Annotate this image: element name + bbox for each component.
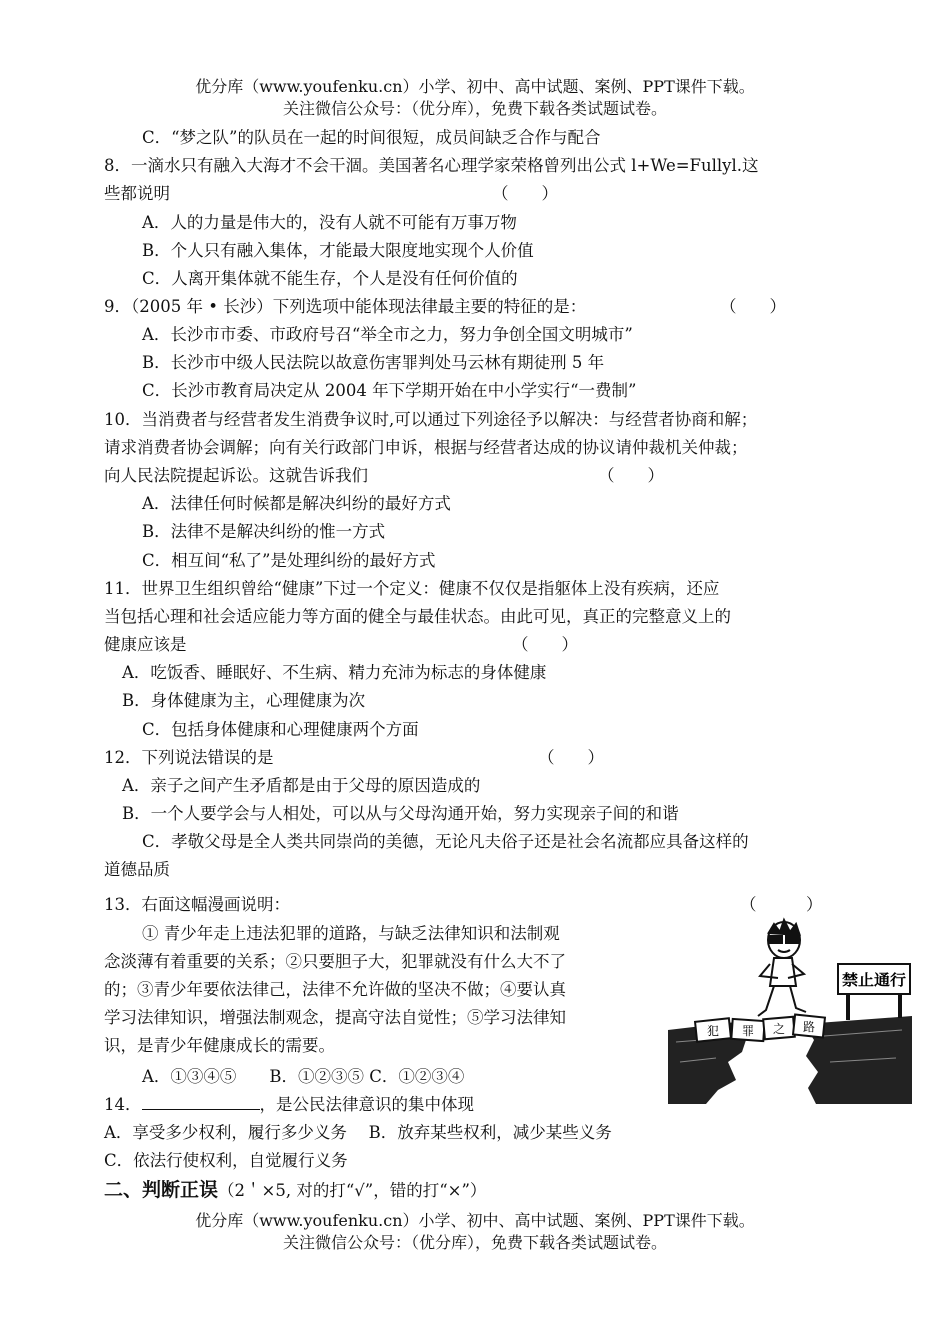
- bridge-char-4: 路: [802, 1020, 816, 1034]
- q10-option-a: A．法律任何时候都是解决纠纷的最好方式: [142, 494, 451, 513]
- q8-option-a: A．人的力量是伟大的，没有人就不可能有万事万物: [142, 213, 517, 232]
- q13-stem: 13．右面这幅漫画说明：: [104, 895, 290, 914]
- q12-answer-paren: （ ）: [538, 748, 604, 767]
- footer-line-1: 优分库（www.youfenku.cn）小学、初中、高中试题、案例、PPT课件下载。: [195, 1211, 755, 1230]
- q13-body-1: ① 青少年走上违法犯罪的道路，与缺乏法律知识和法制观: [142, 924, 560, 943]
- cartoon-figure: [758, 920, 806, 1016]
- section-2-heading: [104, 1178, 486, 1203]
- section-2-note: （2＇×5, 对的打“√”，错的打“×”）: [218, 1181, 487, 1200]
- bridge-char-1: 犯: [706, 1024, 720, 1038]
- section-2-title: 二、判断正误: [104, 1179, 219, 1201]
- q11-answer-paren: （ ）: [512, 635, 578, 654]
- q14-option-c: C．依法行使权利，自觉履行义务: [104, 1151, 348, 1170]
- q12-stem: 12．下列说法错误的是: [104, 748, 274, 767]
- q9-option-a: A．长沙市市委、市政府号召“举全市之力，努力争创全国文明城市”: [142, 325, 633, 344]
- q8-stem-2: 些都说明: [104, 184, 170, 203]
- q7-option-c: C．“梦之队”的队员在一起的时间很短，成员间缺乏合作与配合: [142, 128, 601, 147]
- q14-blank: [142, 1093, 260, 1110]
- q11-stem-3: 健康应该是: [104, 635, 187, 654]
- header-line-1: 优分库（www.youfenku.cn）小学、初中、高中试题、案例、PPT课件下载。: [195, 77, 755, 96]
- q9-option-c: C．长沙市教育局决定从 2004 年下学期开始在中小学实行“一费制”: [142, 381, 637, 400]
- q10-answer-paren: （ ）: [598, 466, 664, 485]
- bridge-char-2: 罪: [741, 1024, 755, 1038]
- q12-option-a: A．亲子之间产生矛盾都是由于父母的原因造成的: [122, 776, 481, 795]
- q10-option-c: C．相互间“私了”是处理纠纷的最好方式: [142, 551, 436, 570]
- q13-body-4: 学习法律知识，增强法制观念，提高守法自觉性；⑤学习法律知: [104, 1008, 566, 1027]
- q10-stem-1: 10．当消费者与经营者发生消费争议时,可以通过下列途径予以解决：与经营者协商和解；: [104, 410, 758, 429]
- header-line-2: 关注微信公众号：（优分库），免费下载各类试题试卷。: [282, 99, 667, 118]
- no-entry-sign: [838, 964, 910, 1020]
- q10-stem-2: 请求消费者协会调解；向有关行政部门申诉，根据与经营者达成的协议请仲裁机关仲裁；: [104, 438, 748, 457]
- q14-stem-rest: ，是公民法律意识的集中体现: [259, 1095, 474, 1114]
- q14-stem: [104, 1093, 474, 1117]
- q9-answer-paren: （ ）: [720, 297, 786, 316]
- q8-stem-1: 8．一滴水只有融入大海才不会干涸。美国著名心理学家荣格曾列出公式 l+We=Fullyl.这: [104, 156, 759, 175]
- q8-answer-paren: （ ）: [492, 184, 558, 203]
- q13-answer-paren: （ ）: [740, 895, 823, 914]
- q10-option-b: B．法律不是解决纠纷的惟一方式: [142, 522, 386, 541]
- q14-number: 14．: [104, 1095, 142, 1114]
- q11-option-c: C．包括身体健康和心理健康两个方面: [142, 720, 419, 739]
- q13-body-3: 的；③青少年要依法律己，法律不允许做的坚决不做；④要认真: [104, 980, 566, 999]
- q11-option-b: B．身体健康为主，心理健康为次: [122, 691, 366, 710]
- q13-body-2: 念淡薄有着重要的关系；②只要胆子大，犯罪就没有什么大不了: [104, 952, 566, 971]
- bridge-char-3: 之: [772, 1022, 786, 1036]
- q13-body-5: 识，是青少年健康成长的需要。: [104, 1036, 335, 1055]
- q12-option-b: B．一个人要学会与人相处，可以从与父母沟通开始，努力实现亲子间的和谐: [122, 804, 679, 823]
- svg-text:禁止通行: 禁止通行: [842, 971, 906, 989]
- q12-option-c-line-1: C．孝敬父母是全人类共同崇尚的美德，无论凡夫俗子还是社会名流都应具备这样的: [142, 832, 749, 851]
- q11-option-a: A．吃饭香、睡眠好、不生病、精力充沛为标志的身体健康: [122, 663, 547, 682]
- q10-stem-3: 向人民法院提起诉讼。这就告诉我们: [104, 466, 368, 485]
- q12-option-c-line-2: 道德品质: [104, 860, 170, 879]
- q11-stem-1: 11．世界卫生组织曾给“健康”下过一个定义：健康不仅仅是指躯体上没有疾病，还应: [104, 579, 720, 598]
- cartoon-illustration: [666, 912, 914, 1104]
- q8-option-c: C．人离开集体就不能生存，个人是没有任何价值的: [142, 269, 518, 288]
- q11-stem-2: 当包括心理和社会适应能力等方面的健全与最佳状态。由此可见，真正的完整意义上的: [104, 607, 731, 626]
- q8-option-b: B．个人只有融入集体，才能最大限度地实现个人价值: [142, 241, 534, 260]
- q14-options-ab: A．享受多少权利，履行多少义务 B．放弃某些权利，减少某些义务: [104, 1123, 612, 1142]
- q9-stem: 9．（2005 年 • 长沙）下列选项中能体现法律最主要的特征的是：: [104, 297, 587, 316]
- footer-line-2: 关注微信公众号：（优分库），免费下载各类试题试卷。: [282, 1233, 667, 1252]
- q9-option-b: B．长沙市中级人民法院以故意伤害罪判处马云林有期徒刑 5 年: [142, 353, 605, 372]
- q13-options: A．①③④⑤ B．①②③⑤ C．①②③④: [142, 1067, 465, 1086]
